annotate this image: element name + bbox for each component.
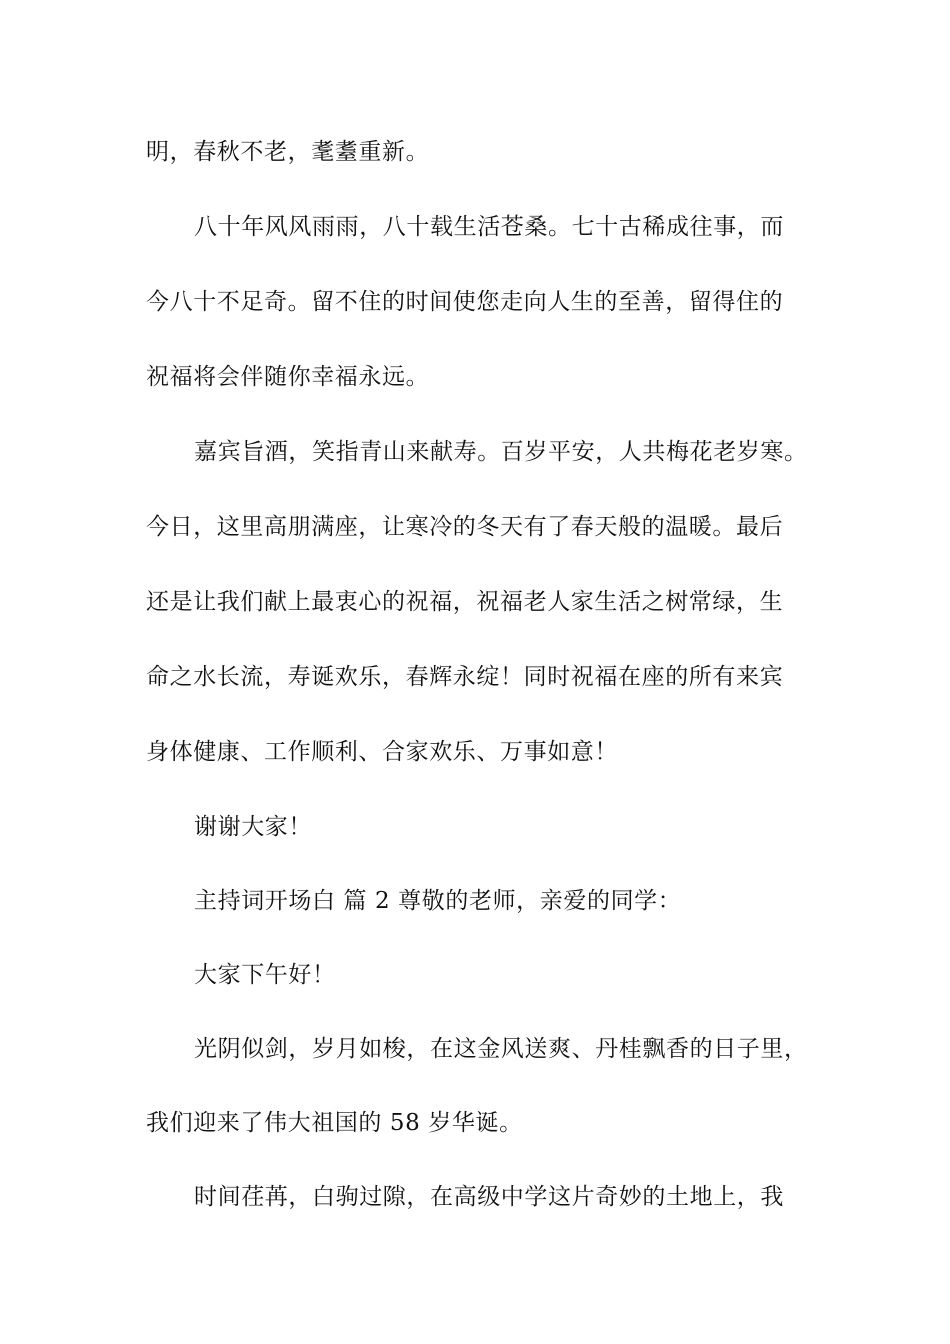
- text-line: 祝福将会伴随你幸福永远。: [146, 364, 430, 390]
- paragraph-start-line: 嘉宾旨酒，笑指青山来献寿。百岁平安，人共梅花老岁寒。: [194, 439, 808, 465]
- paragraph-start-line: 谢谢大家！: [194, 814, 312, 840]
- text-line: 命之水长流，寿诞欢乐，春辉永绽！同时祝福在座的所有来宾: [146, 664, 784, 690]
- section-heading-line: 主持词开场白 篇 2 尊敬的老师，亲爱的同学：: [194, 888, 682, 914]
- paragraph-start-line: 大家下午好！: [194, 962, 336, 988]
- paragraph-start-line: 光阴似剑，岁月如梭，在这金风送爽、丹桂飘香的日子里，: [194, 1036, 808, 1062]
- text-line: 明，春秋不老，耄耋重新。: [146, 139, 430, 165]
- text-line: 我们迎来了伟大祖国的 58 岁华诞。: [146, 1110, 523, 1136]
- paragraph-start-line: 时间荏苒，白驹过隙，在高级中学这片奇妙的土地上，我: [194, 1184, 784, 1210]
- text-line: 今日，这里高朋满座，让寒冷的冬天有了春天般的温暖。最后: [146, 514, 784, 540]
- text-line: 还是让我们献上最衷心的祝福，祝福老人家生活之树常绿，生: [146, 589, 784, 615]
- text-line: 今八十不足奇。留不住的时间使您走向人生的至善，留得住的: [146, 289, 784, 315]
- text-line: 身体健康、工作顺利、合家欢乐、万事如意！: [146, 739, 618, 765]
- paragraph-start-line: 八十年风风雨雨，八十载生活苍桑。七十古稀成往事，而: [194, 214, 784, 240]
